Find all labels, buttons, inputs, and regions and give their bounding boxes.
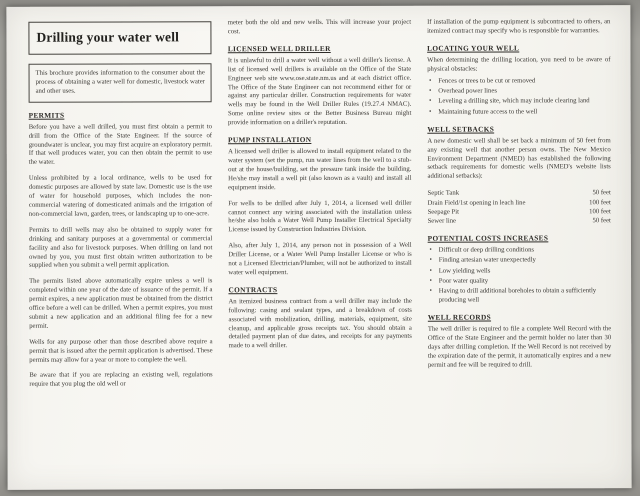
setback-value: 50 feet	[592, 189, 611, 197]
permits-paragraph: Wells for any purpose other than those described above require a permit that is issued after the permit application is advertised. These permits may allow for a year or more to complete the well.	[29, 338, 213, 364]
column-layout	[6, 5, 631, 407]
well-records-heading: WELL RECORDS	[427, 312, 492, 322]
list-item: ▪ Fences or trees to be cut or removed	[427, 77, 610, 86]
page-title: Drilling your water well	[28, 21, 211, 54]
locating-well-heading: LOCATING YOUR WELL	[427, 43, 520, 53]
column-3	[427, 18, 611, 396]
licensed-driller-paragraph: It is unlawful to drill a water well without a well driller's license. A list of licensed well drillers is available on the Office of the State Engineer web site www.ose.state.nm.us and at each district office. The Office of the State Engineer can not recommend either for or against any particular driller. Construction requirements for water wells may be found in the Well Driller Rules (19.27.4 NMAC). Some online review sites or the Better Business Bureau might provide information on a driller's reputation.	[227, 56, 412, 127]
locating-paragraph: When determining the drilling location, you need to be aware of physical obstacles:	[427, 56, 611, 73]
well-records-paragraph: The well driller is required to file a complete Well Record with the Office of the State Engineer and the permit holder no later than 30 days after drilling completion. If the Well Record is not received by the expiration date of the permit, it automatically expires and a new permit and fee will be required to drill.	[427, 325, 612, 369]
permits-paragraph: Unless prohibited by a local ordinance, wells to be used for domestic purposes are allowed by state law. Domestic use is the use of water for household purposes, which includes the non-commercial watering of domesticated animals and the irrigation of non-commercial lawn, garden, trees, or landscaping up to one-acre.	[28, 174, 213, 218]
licensed-driller-heading: LICENSED WELL DRILLER	[227, 43, 331, 54]
brochure-page	[6, 5, 631, 490]
setback-value: 100 feet	[589, 198, 611, 206]
contracts-heading: CONTRACTS	[228, 284, 278, 295]
intro-box	[29, 63, 212, 102]
column-2	[228, 19, 412, 397]
cost-increases-heading: POTENTIAL COSTS INCREASES	[427, 233, 549, 243]
pump-paragraph: Also, after July 1, 2014, any person not in possession of a Well Driller License, or a Water Well Pump Installer License or who is not a Licensed Electrician/Plumber, will not be authorized to install water well equipment.	[228, 241, 412, 277]
pump-installation-heading: PUMP INSTALLATION	[228, 135, 312, 145]
list-item: ▪ Overhead power lines	[427, 87, 610, 96]
well-setbacks-heading: WELL SETBACKS	[427, 124, 495, 134]
setback-value: 100 feet	[589, 208, 611, 216]
setbacks-paragraph: A new domestic well shall be set back a minimum of 50 feet from any existing well that another person owns. The New Mexico Environment Department (NMED) has established the following setback requirements for domestic wells (NMED's website lists additional setbacks):	[427, 136, 611, 181]
setback-label: Drain Field/1st opening in leach line	[427, 199, 526, 207]
list-item: ▪ Leveling a drilling site, which may include clearing land	[427, 98, 610, 107]
permits-heading: PERMITS	[28, 110, 65, 120]
permits-paragraph: Be aware that if you are replacing an existing well, regulations require that you plug the old well or	[29, 371, 213, 389]
pump-paragraph: A licensed well driller is allowed to install equipment related to the water system (set the pump, run water lines from the well to a stub-out at the house/building, set the pressure tank inside the building. He/she may install a well pit (also known as a vault) and install all equipment inside.	[228, 147, 412, 191]
list-item: ▪ Poor water quality	[428, 277, 611, 286]
list-item: ▪ Finding artesian water unexpectedly	[428, 256, 611, 265]
setback-value: 50 feet	[592, 217, 611, 225]
setback-label: Seepage Pit	[427, 208, 459, 216]
intro-text: This brochure provides information to the consumer about the process of obtaining a water well for domestic, livestock water and other uses.	[35, 69, 205, 95]
contracts-paragraph: An itemized business contract from a well driller may include the following: casing and sealant types, and a breakdown of costs associated with mobilization, drilling, materials, equipment, site cleanup, and applicable gross receipts tax. You should obtain a detailed payment plan of due dates, and receipts for any payments made to a well driller.	[228, 297, 412, 350]
list-item: ▪ Difficult or deep drilling conditions	[428, 246, 611, 255]
carryover-text: If installation of the pump equipment is subcontracted to others, an itemized contract may specify who is responsible for warranties.	[427, 18, 611, 35]
list-item: ▪ Having to drill additional boreholes to obtain a sufficiently producing well	[428, 288, 611, 306]
setbacks-table	[428, 189, 611, 227]
permits-paragraph: The permits listed above automatically expire unless a well is completed within one year of the date of issuance of the permit. If a permit expires, a new application must be obtained from the district office before a well can be drilled. When a permit expires, you must submit a new application and an additional filing fee for a new permit.	[29, 277, 213, 330]
setback-label: Sewer line	[427, 218, 457, 226]
cost-increases-list	[428, 246, 611, 306]
permits-paragraph: Permits to drill wells may also be obtained to supply water for drinking and sanitary purposes at a governmental or commercial facility and also for livestock purposes. When drilling on land not owned by you, you must first obtain written authorization to be supplied when you submit a well permit application.	[28, 226, 213, 270]
table-row	[428, 217, 611, 227]
list-item: ▪ Maintaining future access to the well	[427, 108, 610, 117]
obstacles-list	[427, 77, 610, 118]
column-1	[28, 19, 212, 397]
table-row	[428, 207, 611, 217]
setback-label: Septic Tank	[427, 189, 460, 197]
table-row	[428, 189, 611, 199]
carryover-text: meter both the old and new wells. This will increase your project cost.	[227, 18, 412, 36]
list-item: ▪ Low yielding wells	[428, 267, 611, 276]
permits-paragraph: Before you have a well drilled, you must first obtain a permit to drill from the Office of the State Engineer. If the source of groundwater is unclear, you may first acquire an exploratory permit. If that well produces water, you can then obtain the permit to use the water.	[28, 122, 213, 167]
table-row	[428, 198, 611, 208]
pump-paragraph: For wells to be drilled after July 1, 2014, a licensed well driller cannot connect any wiring associated with the installation unless he/she also holds a Water Well Pump Installer Electrical Specialty License issued by Construction Industries Division.	[228, 199, 412, 234]
